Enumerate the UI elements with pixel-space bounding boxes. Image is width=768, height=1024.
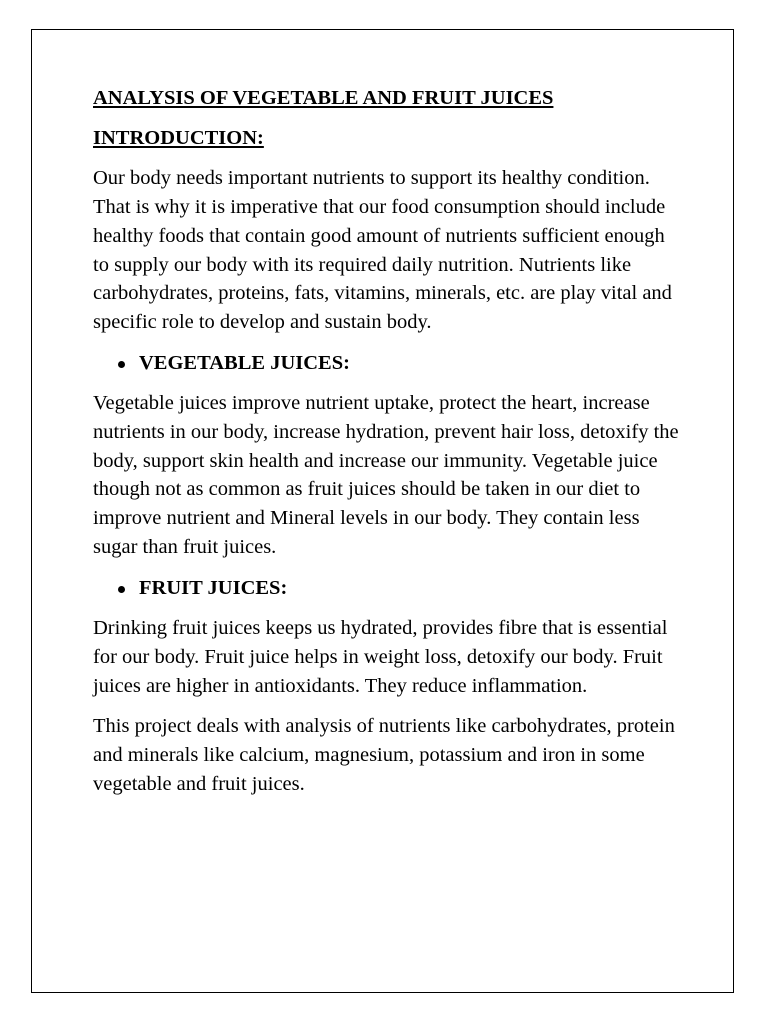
fruit-juices-heading [93,574,683,603]
project-scope-paragraph: This project deals with analysis of nutrients like carbohydrates, protein and minerals like calcium, magnesium, potassium and iron in some vegetable and fruit juices. [93,715,675,795]
fruit-juices-heading-text: FRUIT JUICES: [139,576,288,599]
fruit-juices-list [93,574,683,603]
bullet-icon [118,361,125,368]
document-body [93,84,683,810]
bullet-icon [118,586,125,593]
vegetable-juices-paragraph: Vegetable juices improve nutrient uptake, protect the heart, increase nutrients in our body, increase hydration, prevent hair loss, detoxify the body, support skin health and increase our immunity. Vegetable juice though not as common as fruit juices should be taken in our diet to improve nutrient and Mineral levels in our body. They contain less sugar than fruit juices. [93,392,679,558]
introduction-heading: INTRODUCTION: [93,126,264,149]
vegetable-juices-list [93,349,683,378]
vegetable-juices-heading [93,349,683,378]
document-title: ANALYSIS OF VEGETABLE AND FRUIT JUICES [93,87,554,109]
introduction-paragraph: Our body needs important nutrients to support its healthy condition. That is why it is imperative that our food consumption should include healthy foods that contain good amount of nutrients sufficient enough to supply our body with its required daily nutrition. Nutrients like carbohydrates, proteins, fats, vitamins, minerals, etc. are play vital and specific role to develop and sustain body. [93,167,672,333]
fruit-juices-paragraph: Drinking fruit juices keeps us hydrated, provides fibre that is essential for our body. Fruit juice helps in weight loss, detoxify our body. Fruit juices are higher in antioxidants. They reduce inflammation. [93,617,668,697]
vegetable-juices-heading-text: VEGETABLE JUICES: [139,351,350,374]
